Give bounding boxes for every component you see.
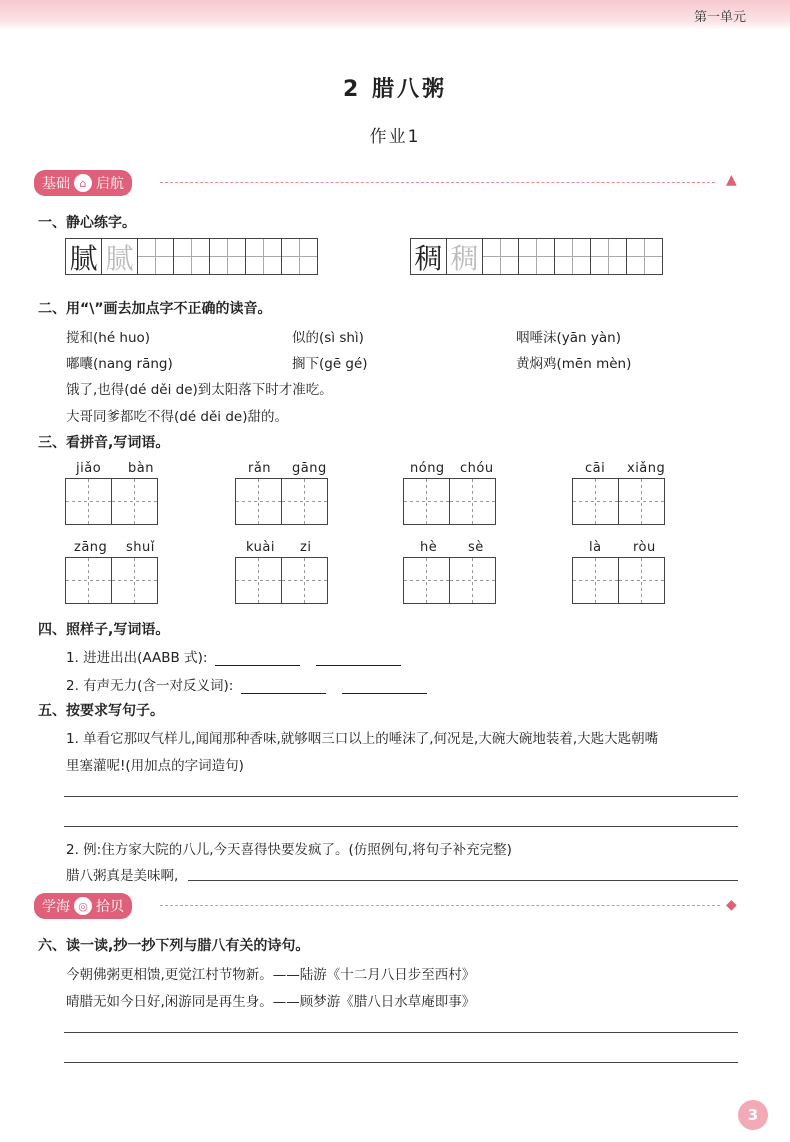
pinyin-syllable: là — [589, 540, 602, 555]
answer-blank[interactable] — [316, 652, 401, 666]
q5-item-2b — [66, 864, 178, 884]
answer-cell[interactable] — [618, 557, 665, 604]
q4-item-2-text: 2. 有声无力(含一对反义词): — [66, 678, 234, 694]
banner-pill — [34, 893, 132, 919]
homework-title: 作业1 — [369, 127, 421, 147]
pron-item[interactable]: 搅和(hé huo) — [66, 330, 151, 346]
banner-right-label: 启航 — [96, 176, 124, 192]
unit-label: 第一单元 — [693, 10, 746, 25]
answer-cell[interactable] — [618, 478, 665, 525]
q3-heading: 三、看拼音,写词语。 — [38, 435, 170, 451]
answer-cell[interactable] — [403, 478, 450, 525]
pinyin-syllable: cāi — [585, 461, 606, 476]
pinyin-syllable: gāng — [292, 461, 327, 476]
q4-item-1-text: 1. 进进出出(AABB 式): — [66, 650, 208, 666]
pinyin-syllable: jiǎo — [76, 461, 102, 476]
section-banner-basics — [34, 170, 132, 196]
pron-item[interactable]: 搁下(gē gé) — [292, 356, 368, 372]
pinyin-syllable: bàn — [128, 461, 154, 476]
book-icon: ◆ — [726, 897, 737, 913]
banner-divider — [160, 905, 720, 906]
q5-heading: 五、按要求写句子。 — [38, 703, 164, 719]
answer-line[interactable] — [64, 826, 738, 827]
q5-item-1a: 1. 单看它那叹气样儿,闻闻那种香味,就够咽三口以上的唾沫了,何况是,大碗大碗地装着,大匙大匙朝嘴 — [66, 731, 659, 747]
answer-cell[interactable] — [111, 557, 158, 604]
poem-line-2: 晴腊无如今日好,闲游同是再生身。——顾梦游《腊八日水草庵即事》 — [66, 994, 476, 1010]
shell-icon: ◎ — [74, 897, 92, 915]
poem-line-1: 今朝佛粥更相馈,更觉江村节物新。——陆游《十二月八日步至西村》 — [66, 967, 476, 983]
answer-line[interactable] — [64, 1062, 738, 1063]
trace-char[interactable]: 稠 — [446, 238, 483, 275]
section-banner-learning — [34, 893, 132, 919]
practice-cell[interactable] — [518, 238, 555, 275]
char-grid-1 — [66, 238, 318, 275]
q4-item-1 — [66, 646, 409, 666]
q6-heading: 六、读一读,抄一抄下列与腊八有关的诗句。 — [38, 938, 310, 954]
banner-left-label: 基础 — [42, 176, 70, 192]
pinyin-syllable: hè — [420, 540, 438, 555]
answer-line[interactable] — [188, 880, 738, 881]
q2-heading: 二、用“\”画去加点字不正确的读音。 — [38, 301, 272, 317]
q1-heading: 一、静心练字。 — [38, 215, 136, 231]
answer-blank[interactable] — [241, 680, 326, 694]
pinyin-syllable: rǎn — [248, 461, 272, 476]
q4-item-2 — [66, 674, 435, 694]
pinyin-syllable: kuài — [246, 540, 275, 555]
answer-cell[interactable] — [281, 478, 328, 525]
house-icon: ⌂ — [74, 174, 92, 192]
q5-item-2: 2. 例:住方家大院的八儿,今天喜得快要发疯了。(仿照例句,将句子补充完整) — [66, 842, 512, 858]
answer-line[interactable] — [64, 796, 738, 797]
practice-cell[interactable] — [245, 238, 282, 275]
answer-cell[interactable] — [281, 557, 328, 604]
pron-item[interactable]: 黄焖鸡(mēn mèn) — [516, 356, 632, 372]
trace-char[interactable]: 腻 — [101, 238, 138, 275]
answer-cell[interactable] — [65, 557, 112, 604]
header-band — [0, 0, 790, 30]
pron-sentence[interactable]: 饿了,也得(dé děi de)到太阳落下时才准吃。 — [66, 382, 333, 398]
answer-cell[interactable] — [65, 478, 112, 525]
practice-cell[interactable] — [137, 238, 174, 275]
answer-cell[interactable] — [572, 557, 619, 604]
pinyin-syllable: zāng — [74, 540, 108, 555]
answer-cell[interactable] — [235, 557, 282, 604]
pron-sentence[interactable]: 大哥同爹都吃不得(dé děi de)甜的。 — [66, 409, 288, 425]
answer-blank[interactable] — [342, 680, 427, 694]
q4-heading: 四、照样子,写词语。 — [38, 622, 170, 638]
banner-divider — [160, 182, 715, 183]
q5-item-2b-text: 腊八粥真是美味啊, — [66, 868, 179, 884]
char-grid-2 — [411, 238, 663, 275]
pinyin-syllable: shuǐ — [126, 540, 155, 555]
lesson-title: 2 腊八粥 — [343, 77, 447, 102]
answer-line[interactable] — [64, 1032, 738, 1033]
pinyin-syllable: zi — [300, 540, 312, 555]
answer-cell[interactable] — [403, 557, 450, 604]
answer-blank[interactable] — [215, 652, 300, 666]
pron-item[interactable]: 咽唾沫(yān yàn) — [516, 330, 621, 346]
practice-cell[interactable] — [590, 238, 627, 275]
q5-item-1b: 里塞灌呢!(用加点的字词造句) — [66, 758, 244, 774]
model-char: 腻 — [65, 238, 102, 275]
answer-cell[interactable] — [572, 478, 619, 525]
answer-cell[interactable] — [449, 478, 496, 525]
banner-right-label: 拾贝 — [96, 899, 124, 915]
pron-item[interactable]: 嘟囔(nang rāng) — [66, 356, 173, 372]
lighthouse-icon: ▲ — [726, 172, 737, 188]
practice-cell[interactable] — [482, 238, 519, 275]
answer-cell[interactable] — [235, 478, 282, 525]
model-char: 稠 — [410, 238, 447, 275]
page-number: 3 — [738, 1100, 768, 1130]
practice-cell[interactable] — [626, 238, 663, 275]
practice-cell[interactable] — [173, 238, 210, 275]
practice-cell[interactable] — [209, 238, 246, 275]
answer-cell[interactable] — [111, 478, 158, 525]
pron-item[interactable]: 似的(sì shì) — [292, 330, 364, 346]
banner-left-label: 学海 — [42, 899, 70, 915]
pinyin-syllable: xiǎng — [627, 461, 666, 476]
pinyin-syllable: ròu — [633, 540, 656, 555]
banner-pill — [34, 170, 132, 196]
pinyin-syllable: chóu — [460, 461, 494, 476]
pinyin-syllable: nóng — [410, 461, 445, 476]
answer-cell[interactable] — [449, 557, 496, 604]
practice-cell[interactable] — [281, 238, 318, 275]
practice-cell[interactable] — [554, 238, 591, 275]
pinyin-syllable: sè — [468, 540, 484, 555]
